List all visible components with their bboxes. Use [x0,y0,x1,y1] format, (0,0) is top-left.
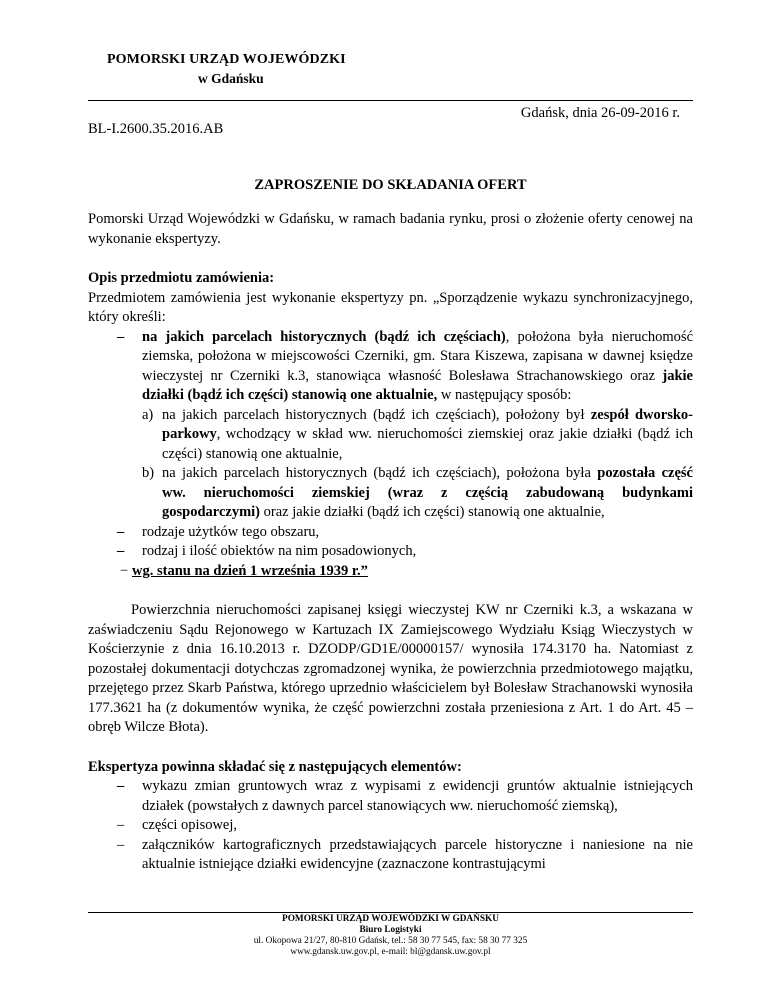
opis-item-2 [117,523,693,543]
sub-a-bold: zespół dworsko-parkowy [162,406,693,442]
footer-address: ul. Okopowa 21/27, 80-810 Gdańsk, tel.: 58 30 77 545, fax: 58 30 77 325 [253,936,528,946]
item1-bold1: na jakich parcelach historycznych (bądź ich częściach) [142,328,506,345]
sub-a-text2: , wchodzący w skład ww. nieruchomości ziemskiej oraz jakie działki (bądź ich części) stanowią one aktualnie, [162,426,693,462]
opis-sub-b [142,464,693,523]
item1-text2: w następujący sposób: [437,387,572,403]
ekspertyza-item3-text: załączników kartograficznych przedstawiających parcele historyczne i naniesione na nie aktualnie istniejące działki ewidencyjne (zaznaczone kontrastującymi [142,836,693,872]
opis-item-1 [117,328,693,406]
ekspertyza-item-3 [117,836,693,875]
item4-text: wg. stanu na dzień 1 września 1939 r.” [132,562,368,579]
opis-item-3 [117,542,693,562]
dash-marker: – [117,836,125,853]
ekspertyza-item-1 [117,777,693,816]
dash-marker: – [117,778,125,794]
footer-contact: www.gdansk.uw.gov.pl, e-mail: bl@gdansk.uw.gov.pl [290,947,491,957]
ekspertyza-heading: Ekspertyza powinna składać się z następujących elementów: [88,758,462,775]
area-paragraph: Powierzchnia nieruchomości zapisanej księgi wieczystej KW nr Czerniki k.3, a wskazana w zaświadczeniu Sądu Rejonowego w Kartuzach IX Zamiejscowego Wydziału Ksiąg Wieczystych w Kościerzynie z dnia 16.10.2013 r. DZODP/GD1E/00000157/ wynosiła 174.3170 ha. Natomiast z pozostałej dokumentacji dotychczas zgromadzonej wynika, że powierzchnia przedmiotowego majątku, przejętego przez Skarb Państwa, którego uprzednio właścicielem był Bolesław Strachanowski wynosiła 177.3621 ha (z dokumentów wynika, że część powierzchni została przeniesiona z Art. 1 do Art. 45 – obręb Wilcze Błota). [88,602,693,735]
dash-marker: − [120,562,129,579]
dash-marker: – [117,523,125,540]
sub-b-label: b) [142,465,155,481]
reference-number: BL-I.2600.35.2016.AB [88,121,224,137]
opis-heading: Opis przedmiotu zamówienia: [88,270,275,286]
item2-text: rodzaje użytków tego obszaru, [142,523,320,540]
footer-org: POMORSKI URZĄD WOJEWÓDZKI W GDAŃSKU [282,914,499,924]
document-body [88,210,693,875]
item3-text: rodzaj i ilość obiektów na nim posadowionych, [142,543,417,559]
org-city: w Gdańsku [198,71,264,86]
ekspertyza-item2-text: części opisowej, [142,817,238,833]
page-footer [88,914,693,958]
sub-b-text2: oraz jakie działki (bądź ich części) stanowią one aktualnie, [260,504,605,520]
ekspertyza-item-2 [117,816,693,836]
header-divider [88,100,693,101]
intro-paragraph: Pomorski Urząd Wojewódzki w Gdańsku, w ramach badania rynku, prosi o złożenie oferty cenowej na wykonanie ekspertyzy. [88,211,693,247]
document-title: ZAPROSZENIE DO SKŁADANIA OFERT [254,177,527,193]
opis-item-4 [120,562,693,582]
item1-bold2: jakie działki (bądź ich części) stanowią one aktualnie, [142,367,693,403]
opis-sub-a [142,406,693,465]
dash-marker: – [117,328,125,345]
item1-text1: , położona była nieruchomość ziemska, położona w miejscowości Czerniki, gm. Stara Kiszewa, zapisana w dawnej księdze wieczystej nr Czerniki k.3, stanowiąca własność Bolesława Strachanowskiego oraz [142,328,694,384]
sub-b-text1: na jakich parcelach historycznych (bądź ich częściach), położona była [162,465,598,481]
document-date: Gdańsk, dnia 26-09-2016 r. [520,105,680,121]
opis-lead: Przedmiotem zamówienia jest wykonanie ekspertyzy pn. „Sporządzenie wykazu synchronizacyjnego, który określi: [88,289,693,325]
ekspertyza-item1-text: wykazu zmian gruntowych wraz z wypisami z ewidencji gruntów aktualnie istniejących działek (powstałych z dawnych parcel stanowiących ww. nieruchomość ziemską), [142,778,693,814]
footer-divider [88,912,693,913]
footer-department: Biuro Logistyki [359,925,422,935]
org-name: POMORSKI URZĄD WOJEWÓDZKI [107,52,346,67]
dash-marker: – [117,543,125,559]
sub-b-bold: pozostała część ww. nieruchomości ziemskiej (wraz z częścią zabudowaną budynkami gospodarczymi) [162,465,693,520]
sub-a-label: a) [142,406,154,423]
sub-a-text1: na jakich parcelach historycznych (bądź ich częściach), położony był [162,406,591,423]
dash-marker: – [117,817,125,833]
